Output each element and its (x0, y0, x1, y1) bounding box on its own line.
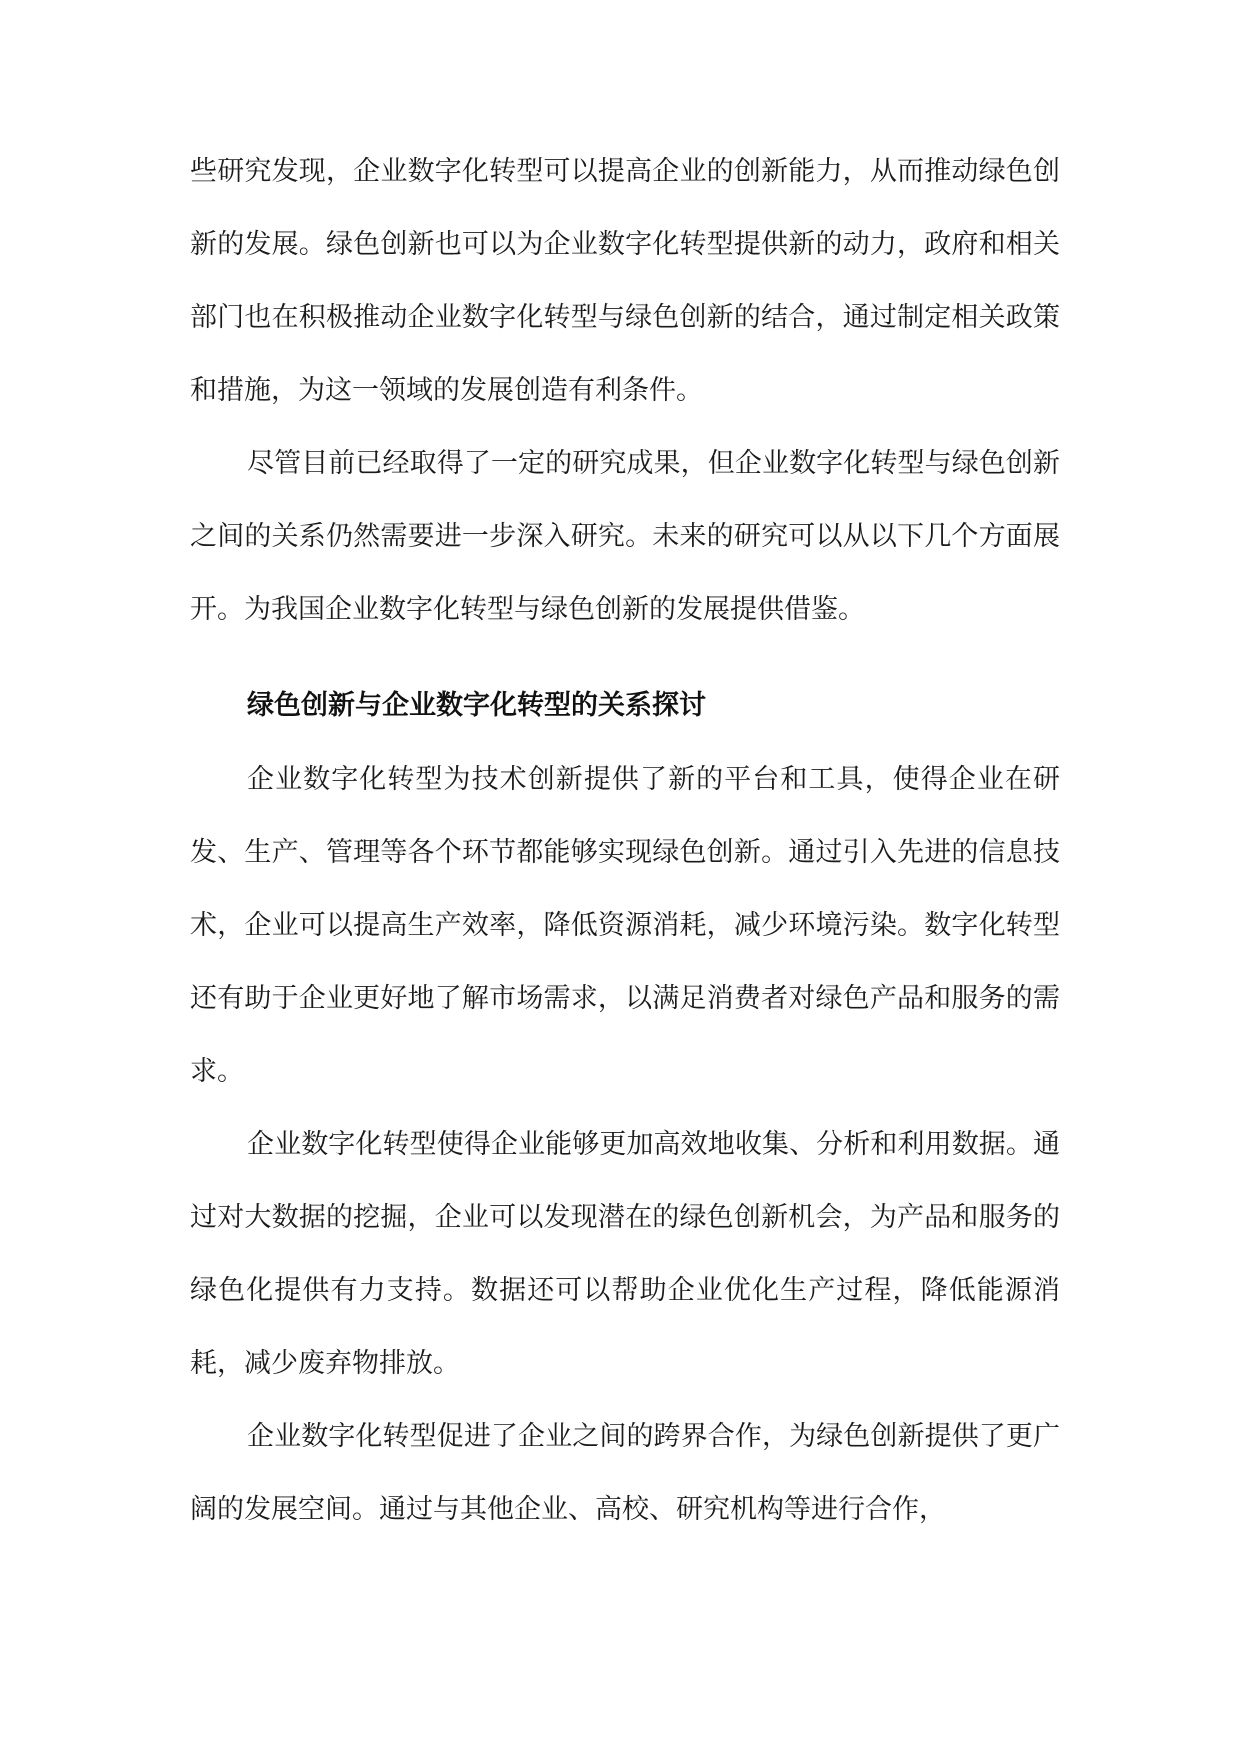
paragraph-technology-platform: 企业数字化转型为技术创新提供了新的平台和工具，使得企业在研发、生产、管理等各个环节都能够实现绿色创新。通过引入先进的信息技术，企业可以提高生产效率，降低资源消耗，减少环境污染。数字化转型还有助于企业更好地了解市场需求，以满足消费者对绿色产品和服务的需求。 (190, 764, 1060, 1087)
paragraph-data-utilization: 企业数字化转型使得企业能够更加高效地收集、分析和利用数据。通过对大数据的挖掘，企业可以发现潜在的绿色创新机会，为产品和服务的绿色化提供有力支持。数据还可以帮助企业优化生产过程，降低能源消耗，减少废弃物排放。 (190, 1129, 1060, 1379)
paragraph-research-outlook: 尽管目前已经取得了一定的研究成果，但企业数字化转型与绿色创新之间的关系仍然需要进一步深入研究。未来的研究可以从以下几个方面展开。为我国企业数字化转型与绿色创新的发展提供借鉴。 (190, 448, 1060, 625)
paragraph-continued: 些研究发现，企业数字化转型可以提高企业的创新能力，从而推动绿色创新的发展。绿色创新也可以为企业数字化转型提供新的动力，政府和相关部门也在积极推动企业数字化转型与绿色创新的结合，通过制定相关政策和措施，为这一领域的发展创造有利条件。 (190, 156, 1060, 406)
document-body (190, 135, 1060, 1546)
paragraph-cross-border-cooperation: 企业数字化转型促进了企业之间的跨界合作，为绿色创新提供了更广阔的发展空间。通过与其他企业、高校、研究机构等进行合作， (190, 1421, 1060, 1525)
section-heading: 绿色创新与企业数字化转型的关系探讨 (247, 690, 706, 721)
